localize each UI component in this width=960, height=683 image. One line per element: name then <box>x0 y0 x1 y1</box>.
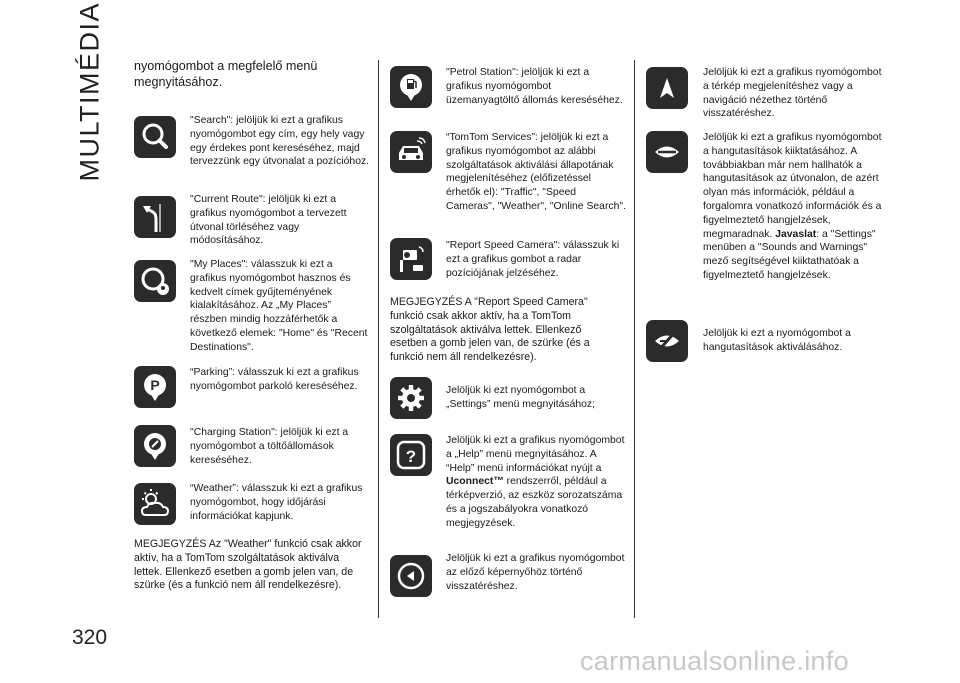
speed-camera-note: MEGJEGYZÉS A "Report Speed Camera" funkció csak akkor aktív, ha a TomTom szolgáltatások aktiválva lettek. Ellenkező esetben a gomb jelen van, de szürke (és a funkció nem áll rendelkezésre). <box>390 296 590 364</box>
voice-guidance-icon <box>646 320 688 362</box>
side-decoration <box>112 40 113 185</box>
page-number: 320 <box>72 626 108 649</box>
weather-description: “Weather”: válasszuk ki ezt a grafikus nyomógombot, hogy időjárási információkat kapjunk. <box>190 483 363 522</box>
settings-description: Jelöljük ki ezt nyomógombot a „Settings” menü megnyitásához; <box>446 385 596 410</box>
my-places-description: "My Places": válasszuk ki ezt a grafikus nyomógombot hasznos és kedvelt címek gyűjteményének kialakításához. Az „My Places” részben mindig hozzáférhetők a következő elemek: "Home" és "Recent Destinations". <box>190 259 368 353</box>
weather-icon <box>134 483 176 525</box>
my-places-icon <box>134 260 176 302</box>
mute-description: Jelöljük ki ezt a grafikus nyomógombot a hangutasítások kiiktatásához. A továbbiakban már nem hallhatók a hangutasítások az útvonalon, de azért olyan más információk, például a forgalomra vonatkozó információk és a figyelmeztető hangjelzések, megmaradnak. Javaslat: a "Settings" menüben a "Sounds and Warnings" mező segítségével kiiktathatóak a figyelmeztető hangjelzések. <box>703 132 882 281</box>
petrol-station-description: "Petrol Station": jelöljük ki ezt a grafikus nyomógombot üzemanyagtöltő állomás kereséséhez. <box>446 67 623 106</box>
svg-text:?: ? <box>405 447 417 466</box>
section-title-vertical <box>72 1 112 190</box>
column-divider <box>634 60 635 618</box>
help-description: Jelöljük ki ezt a grafikus nyomógombot a „Help” menü megnyitásához. A “Help” menü információkat nyújt a Uconnect™ rendszerről, például a térképverzió, az eszköz sorozatszáma és a jogszabályokra vonatkozó megjegyzések. <box>446 435 625 529</box>
search-icon <box>134 116 176 158</box>
intro-text: nyomógombot a megfelelő menü megnyitásához. <box>134 59 318 89</box>
back-arrow-icon <box>390 555 432 597</box>
settings-gear-icon <box>390 377 432 419</box>
speed-camera-description: "Report Speed Camera": válasszuk ki ezt a grafikus gombot a radar pozíciójának jelzéséhez. <box>446 240 620 279</box>
svg-text:P: P <box>150 377 160 393</box>
help-icon <box>390 434 432 476</box>
current-route-icon <box>134 196 176 238</box>
petrol-station-icon <box>390 66 432 108</box>
speed-camera-icon <box>390 238 432 280</box>
unmute-description: Jelöljük ki ezt a nyomógombot a hangutasítások aktiválásához. <box>703 328 851 353</box>
parking-description: “Parking”: válasszuk ki ezt a grafikus nyomógombot parkoló kereséséhez. <box>190 367 359 392</box>
parking-icon <box>134 366 176 408</box>
map-description: Jelöljük ki ezt a grafikus nyomógombot a térkép megjelenítéshez vagy a navigáció nézethez történő visszatéréshez. <box>703 67 882 120</box>
weather-note: MEGJEGYZÉS Az "Weather" funkció csak akkor aktív, ha a TomTom szolgáltatások aktiválva lettek. Ellenkező esetben a gomb jelen van, de szürke (és a funkció nem áll rendelkezésre). <box>134 538 362 592</box>
tomtom-services-description: “TomTom Services”: jelöljük ki ezt a grafikus nyomógombot az alábbi szolgáltatások aktiválási állapotának megjelenítéséhez (előfizetéssel érhetők el): "Traffic", "Speed Cameras", "Weather", "Online Search". <box>446 132 626 212</box>
tomtom-services-icon <box>390 131 432 173</box>
column-divider <box>378 60 379 618</box>
uconnect-brand: Uconnect™ <box>446 476 504 488</box>
current-route-description: "Current Route": jelöljük ki ezt a grafikus nyomógombot a tervezett útvonal törléséhez vagy módosításához. <box>190 194 347 247</box>
watermark: carmanualsonline.info <box>580 646 849 676</box>
map-navigation-icon <box>646 67 688 109</box>
back-description: Jelöljük ki ezt a grafikus nyomógombot az előző képernyőhöz történő visszatéréshez. <box>446 553 625 592</box>
charging-station-description: "Charging Station": jelöljük ki ezt a nyomógombot a töltőállomások kereséséhez. <box>190 427 349 466</box>
section-title: MULTIMÉDIA <box>74 1 105 182</box>
hint-label: Javaslat <box>775 228 817 240</box>
charging-station-icon <box>134 425 176 467</box>
mute-voice-icon <box>646 131 688 173</box>
search-description: "Search": jelöljük ki ezt a grafikus nyomógombot egy cím, egy hely vagy egy érdekes pont kereséséhez, majd tervezzünk egy útvonalat a pozícióhoz. <box>190 115 370 168</box>
